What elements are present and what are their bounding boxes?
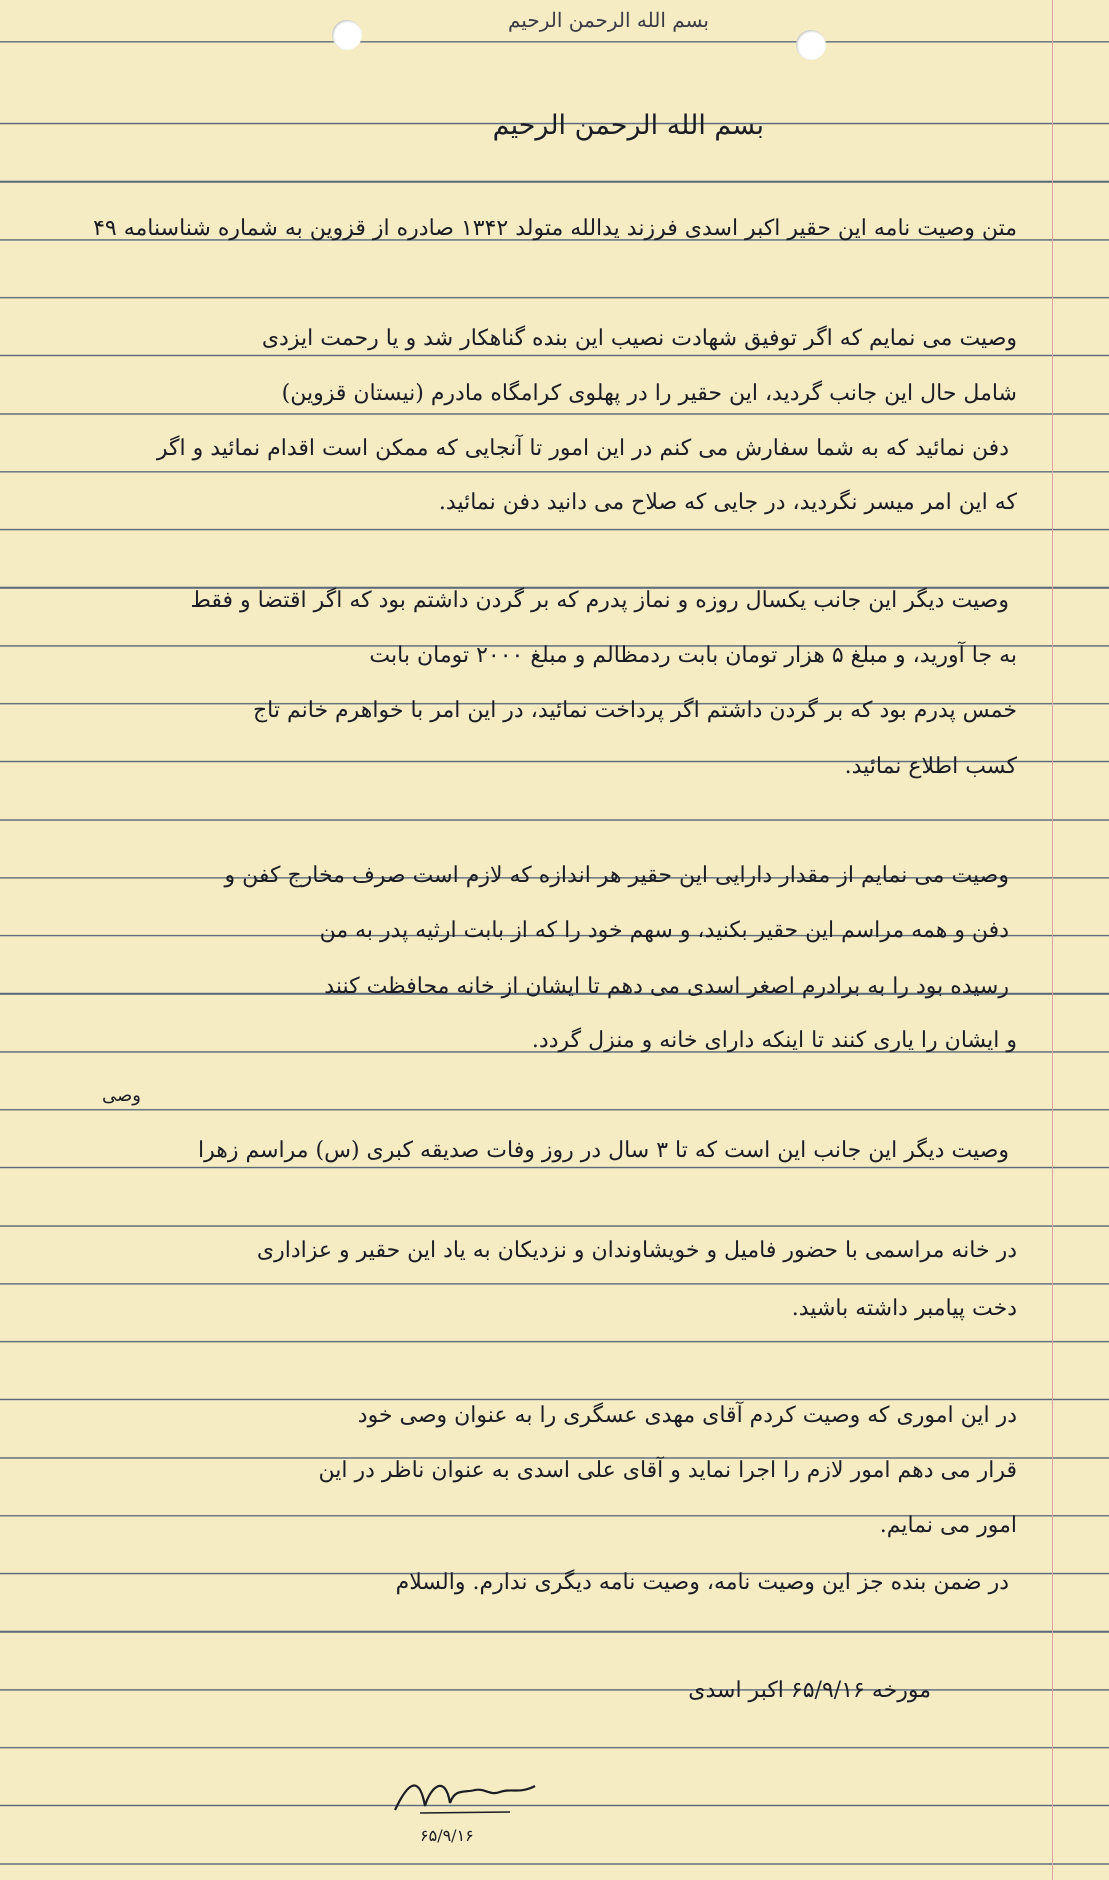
punch-hole-right: [796, 30, 826, 60]
punch-hole-left: [332, 20, 362, 50]
paragraph-5-line-2: دخت پیامبر داشته باشید.: [791, 1296, 1017, 1321]
paragraph-2-line-1: وصیت دیگر این جانب یکسال روزه و نماز پدرم که بر گردن داشتم بود که اگر اقتضا و فقط: [190, 588, 1009, 613]
paragraph-1-line-4: که این امر میسر نگردید، در جایی که صلاح می دانید دفن نمائید.: [438, 490, 1017, 515]
paragraph-4-line-1: وصیت دیگر این جانب این است که تا ۳ سال در روز وفات صدیقه کبری (س) مراسم زهرا: [197, 1138, 1009, 1163]
paragraph-1-line-3: دفن نمائید که به شما سفارش می کنم در این امور تا آنجایی که ممکن است اقدام نمائید و اگر: [156, 436, 1009, 461]
margin-rule: [1052, 0, 1053, 1880]
paragraph-3-line-2: دفن و همه مراسم این حقیر بکنید، و سهم خود را که از بابت ارثیه پدر به من: [319, 918, 1009, 943]
closing-date-line: مورخه ۶۵/۹/۱۶ اکبر اسدی: [688, 1678, 931, 1703]
paragraph-2-line-2: به جا آورید، و مبلغ ۵ هزار تومان بابت ردمظالم و مبلغ ۲۰۰۰ تومان بابت: [369, 643, 1017, 668]
paragraph-6-line-3: امور می نمایم.: [879, 1513, 1017, 1538]
paragraph-3-line-4: و ایشان را یاری کنند تا اینکه دارای خانه و منزل گردد.: [531, 1028, 1017, 1053]
margin-note: وصی: [102, 1085, 141, 1106]
paragraph-3-line-3: رسیده بود را به برادرم اصغر اسدی می دهم تا ایشان از خانه محافظت کنند: [324, 974, 1009, 999]
paragraph-6-line-2: قرار می دهم امور لازم را اجرا نماید و آقای علی اسدی به عنوان ناظر در این: [318, 1458, 1017, 1483]
paragraph-1-line-2: شامل حال این جانب گردید، این حقیر را در پهلوی کرامگاه مادرم (نیستان قزوین): [281, 381, 1017, 406]
intro-line: متن وصیت نامه این حقیر اکبر اسدی فرزند یدالله متولد ۱۳۴۲ صادره از قزوین به شماره شناسنامه ۴۹: [93, 216, 1017, 241]
paragraph-2-line-4: کسب اطلاع نمائید.: [844, 754, 1017, 779]
top-basmala: بسم الله الرحمن الرحیم: [507, 8, 709, 32]
basmala-heading: بسم الله الرحمن الرحیم: [492, 110, 764, 141]
signature-date: ۶۵/۹/۱۶: [420, 1826, 474, 1845]
paragraph-2-line-3: خمس پدرم بود که بر گردن داشتم اگر پرداخت نمائید، در این امر با خواهرم خانم تاج: [252, 698, 1017, 723]
paragraph-7-line-1: در ضمن بنده جز این وصیت نامه، وصیت نامه دیگری ندارم. والسلام: [395, 1570, 1009, 1595]
paragraph-3-line-1: وصیت می نمایم از مقدار دارایی این حقیر هر اندازه که لازم است صرف مخارج کفن و: [224, 863, 1009, 888]
paragraph-1-line-1: وصیت می نمایم که اگر توفیق شهادت نصیب این بنده گناهکار شد و یا رحمت ایزدی: [261, 326, 1017, 351]
signature: [390, 1768, 540, 1818]
paragraph-6-line-1: در این اموری که وصیت کردم آقای مهدی عسگری را به عنوان وصی خود: [357, 1403, 1017, 1428]
paragraph-5-line-1: در خانه مراسمی با حضور فامیل و خویشاوندان و نزدیکان به یاد این حقیر و عزاداری: [256, 1238, 1017, 1263]
